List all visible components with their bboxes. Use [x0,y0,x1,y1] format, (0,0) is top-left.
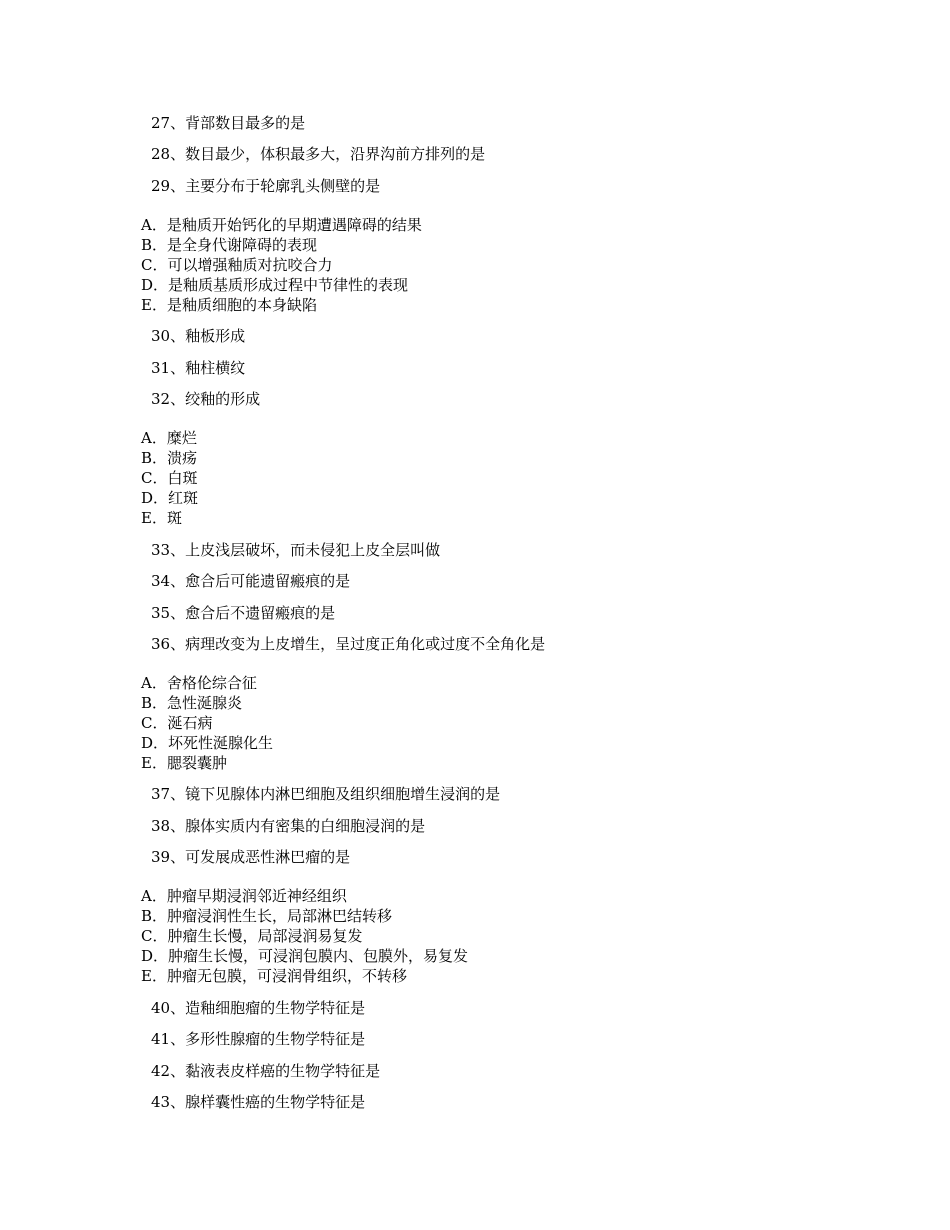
option-group-4-c: C．肿瘤生长慢，局部浸润易复发 [141,927,363,945]
question-32: 32、绞釉的形成 [151,390,261,408]
option-group-2-b: B．溃疡 [141,449,198,467]
option-group-3-c: C．涎石病 [141,714,213,732]
question-31: 31、釉柱横纹 [151,359,246,377]
option-group-3-e: E．腮裂囊肿 [141,754,227,772]
option-group-4-d: D．肿瘤生长慢，可浸润包膜内、包膜外，易复发 [141,947,469,965]
option-group-4-b: B．肿瘤浸润性生长，局部淋巴结转移 [141,907,393,925]
question-34: 34、愈合后可能遗留瘢痕的是 [151,572,351,590]
option-group-2-e: E．斑 [141,509,182,527]
question-36: 36、病理改变为上皮增生，呈过度正角化或过度不全角化是 [151,635,546,653]
question-35: 35、愈合后不遗留瘢痕的是 [151,604,336,622]
option-group-4-e: E．肿瘤无包膜，可浸润骨组织，不转移 [141,967,407,985]
option-group-1-e: E．是釉质细胞的本身缺陷 [141,296,317,314]
question-42: 42、黏液表皮样癌的生物学特征是 [151,1062,381,1080]
option-group-3-a: A．舍格伦综合征 [141,674,257,692]
question-37: 37、镜下见腺体内淋巴细胞及组织细胞增生浸润的是 [151,785,501,803]
option-group-2-d: D．红斑 [141,489,199,507]
question-30: 30、釉板形成 [151,327,246,345]
question-41: 41、多形性腺瘤的生物学特征是 [151,1030,366,1048]
option-group-3-b: B．急性涎腺炎 [141,694,243,712]
option-group-1-c: C．可以增强釉质对抗咬合力 [141,256,333,274]
option-group-2-c: C．白斑 [141,469,198,487]
option-group-2-a: A．糜烂 [141,429,197,447]
question-29: 29、主要分布于轮廓乳头侧壁的是 [151,177,381,195]
option-group-4-a: A．肿瘤早期浸润邻近神经组织 [141,887,347,905]
option-group-1-b: B．是全身代谢障碍的表现 [141,236,318,254]
question-40: 40、造釉细胞瘤的生物学特征是 [151,999,366,1017]
option-group-3-d: D．坏死性涎腺化生 [141,734,274,752]
question-39: 39、可发展成恶性淋巴瘤的是 [151,848,351,866]
question-28: 28、数目最少，体积最多大，沿界沟前方排列的是 [151,145,486,163]
question-38: 38、腺体实质内有密集的白细胞浸润的是 [151,817,426,835]
option-group-1-d: D．是釉质基质形成过程中节律性的表现 [141,276,409,294]
question-27: 27、背部数目最多的是 [151,114,306,132]
option-group-1-a: A．是釉质开始钙化的早期遭遇障碍的结果 [141,216,422,234]
question-33: 33、上皮浅层破坏，而未侵犯上皮全层叫做 [151,541,441,559]
question-43: 43、腺样囊性癌的生物学特征是 [151,1093,366,1111]
